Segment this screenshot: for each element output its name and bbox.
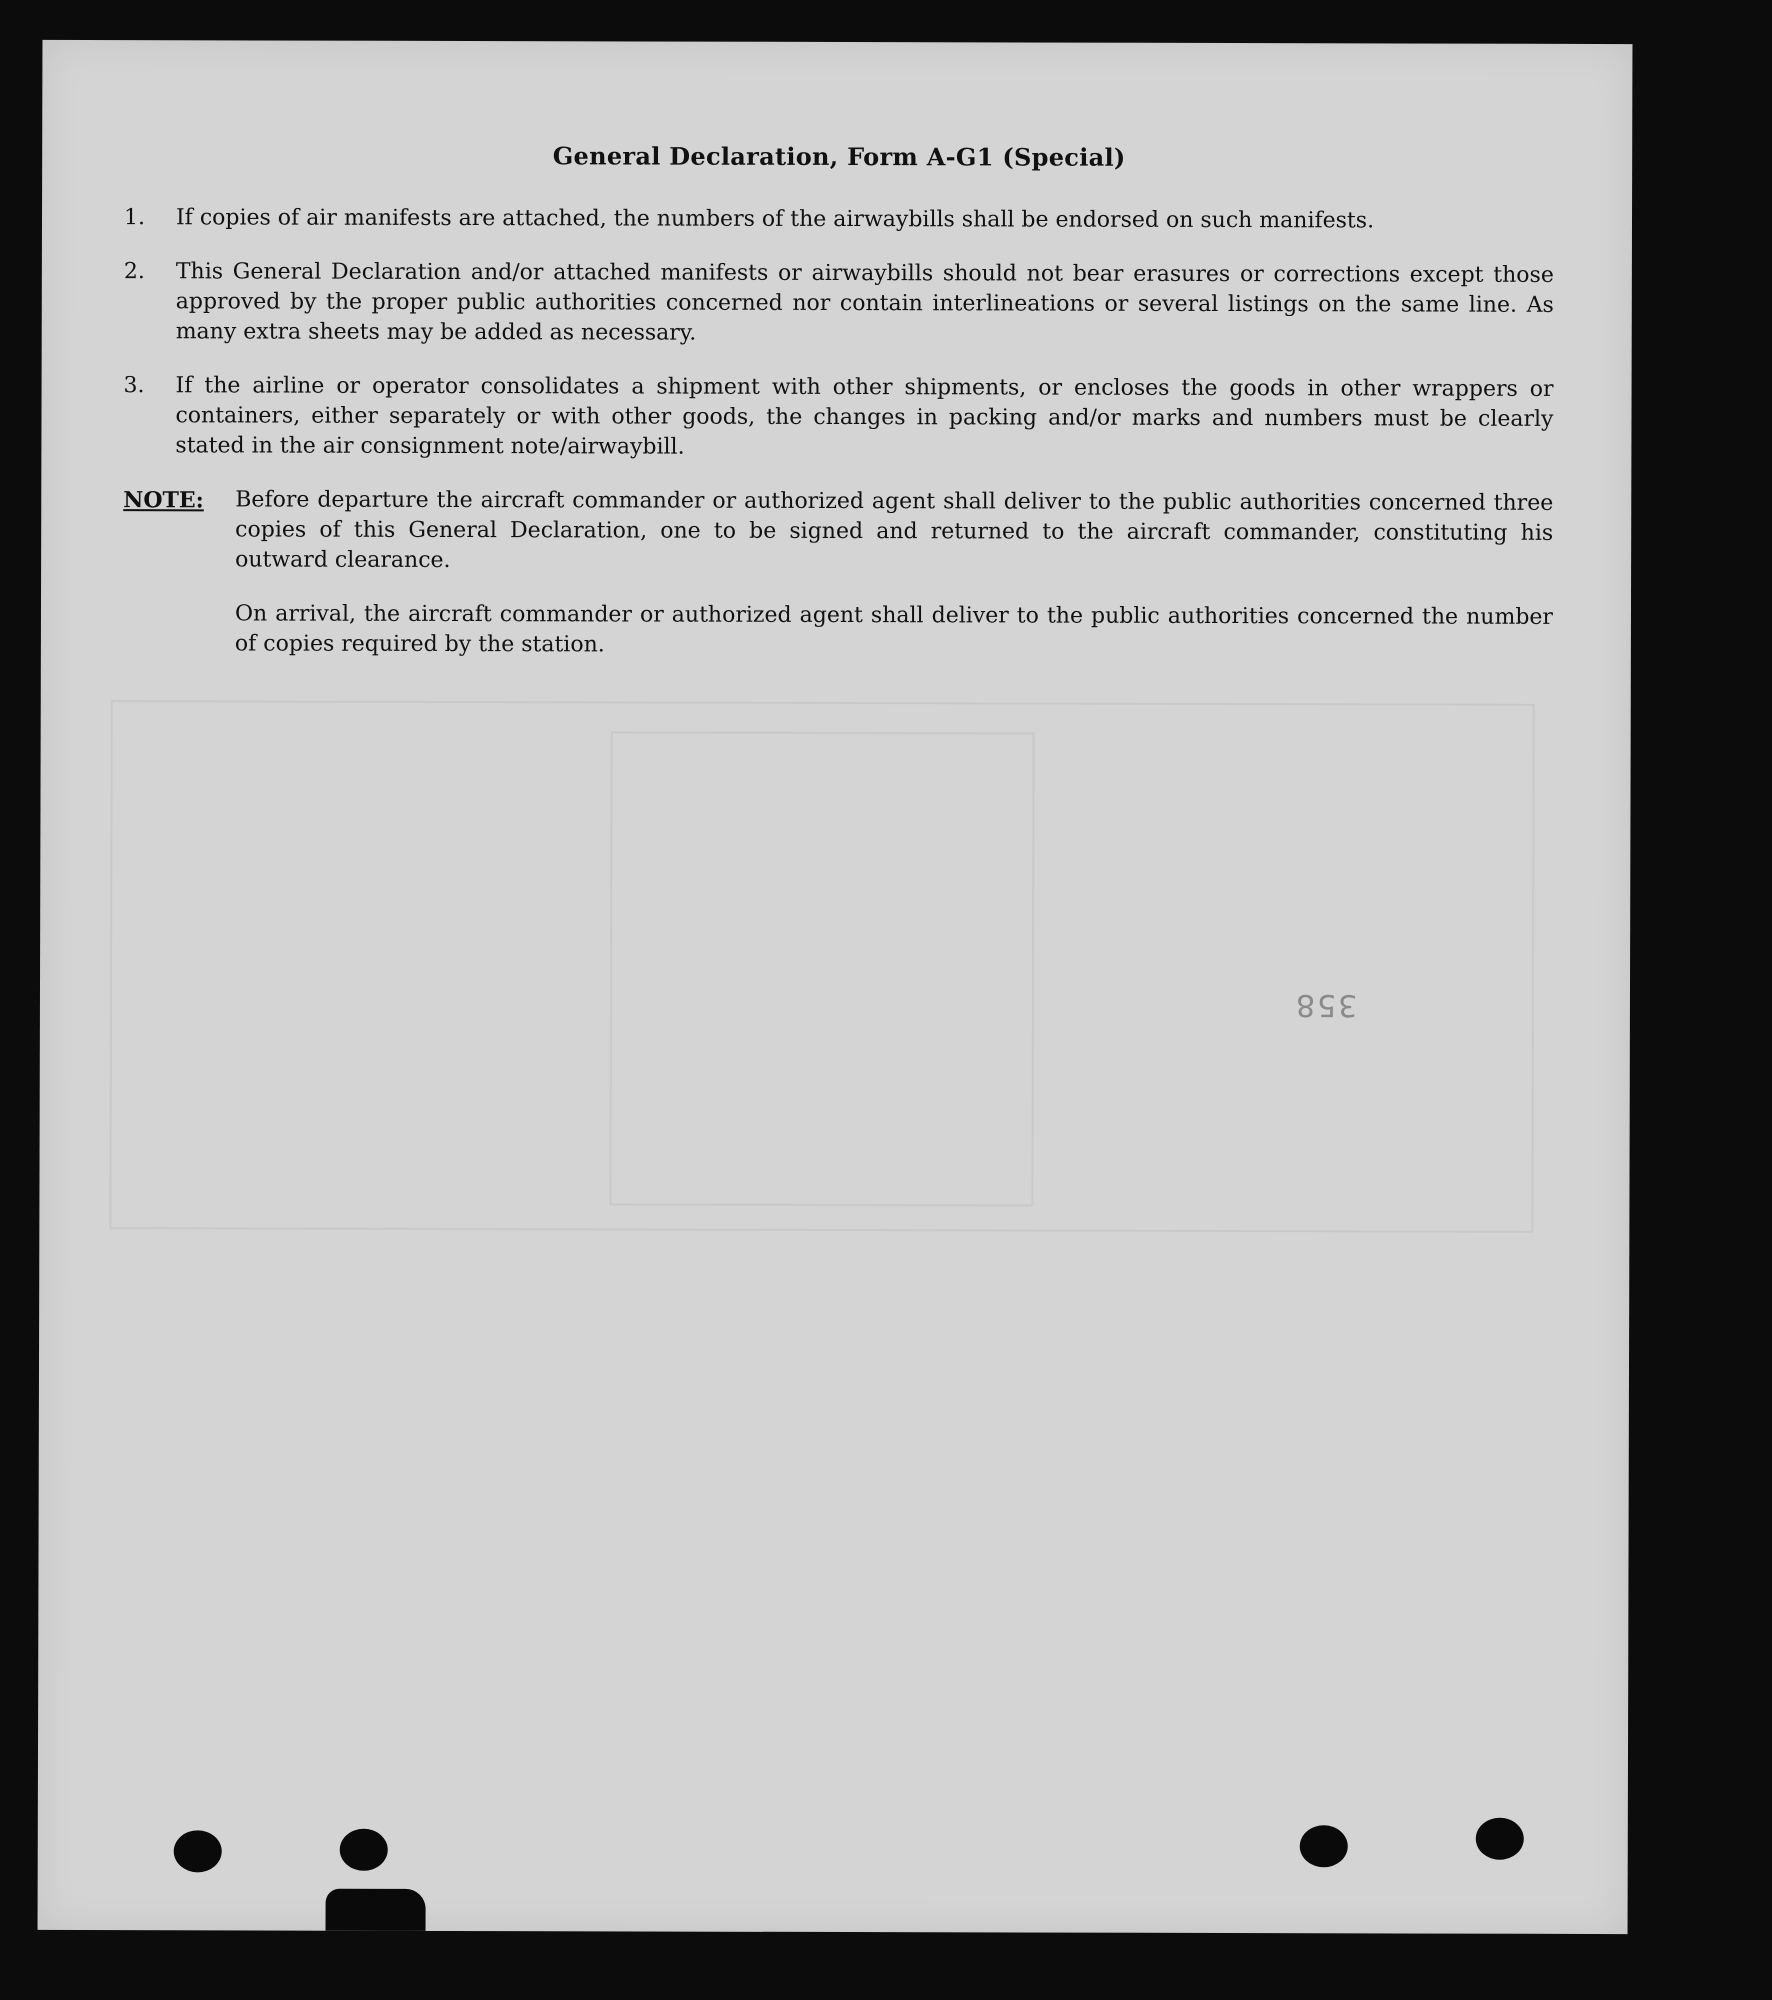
punch-hole	[1300, 1825, 1348, 1867]
note-paragraph: Before departure the aircraft commander or authorized agent shall deliver to the public authorities concerned three copies of this General Declaration, one to be signed and returned to the aircraft commander, constituting his outward clearance.	[235, 487, 1554, 573]
list-item	[124, 203, 1554, 237]
note-paragraphs	[235, 485, 1554, 686]
punch-hole	[1476, 1818, 1524, 1860]
note-section	[123, 485, 1554, 687]
note-paragraph: On arrival, the aircraft commander or authorized agent shall deliver to the public authorities concerned the number of copies required by the station.	[234, 601, 1554, 658]
torn-edge	[326, 1889, 426, 1931]
item-text: If copies of air manifests are attached, the numbers of the airwaybills shall be endorsed on such manifests.	[175, 205, 1375, 234]
note-label: NOTE:	[123, 487, 204, 514]
document-page	[38, 40, 1633, 1934]
item-text: If the airline or operator consolidates a shipment with other shipments, or encloses the goods in other wrappers or containers, either separately or with other goods, the changes in packing and/or marks and numbers must be clearly stated in the air consignment note/airwaybill.	[175, 373, 1554, 460]
list-item	[123, 371, 1553, 465]
document-content	[123, 140, 1554, 687]
item-number: 1.	[123, 205, 146, 231]
item-number: 3.	[123, 373, 145, 399]
faint-stamp-number: 358	[1293, 987, 1358, 1023]
item-text: This General Declaration and/or attached manifests or airwaybills should not bear erasures or corrections except those approved by the proper public authorities concerned nor contain interlineations or several listings on the same line. As many extra sheets may be added as necessary.	[175, 259, 1554, 346]
item-number: 2.	[123, 259, 145, 285]
punch-hole	[174, 1830, 222, 1872]
document-title: General Declaration, Form A-G1 (Special)	[552, 141, 1126, 172]
list-item	[124, 257, 1554, 351]
bleed-through-box	[609, 731, 1034, 1206]
punch-hole	[340, 1829, 388, 1871]
